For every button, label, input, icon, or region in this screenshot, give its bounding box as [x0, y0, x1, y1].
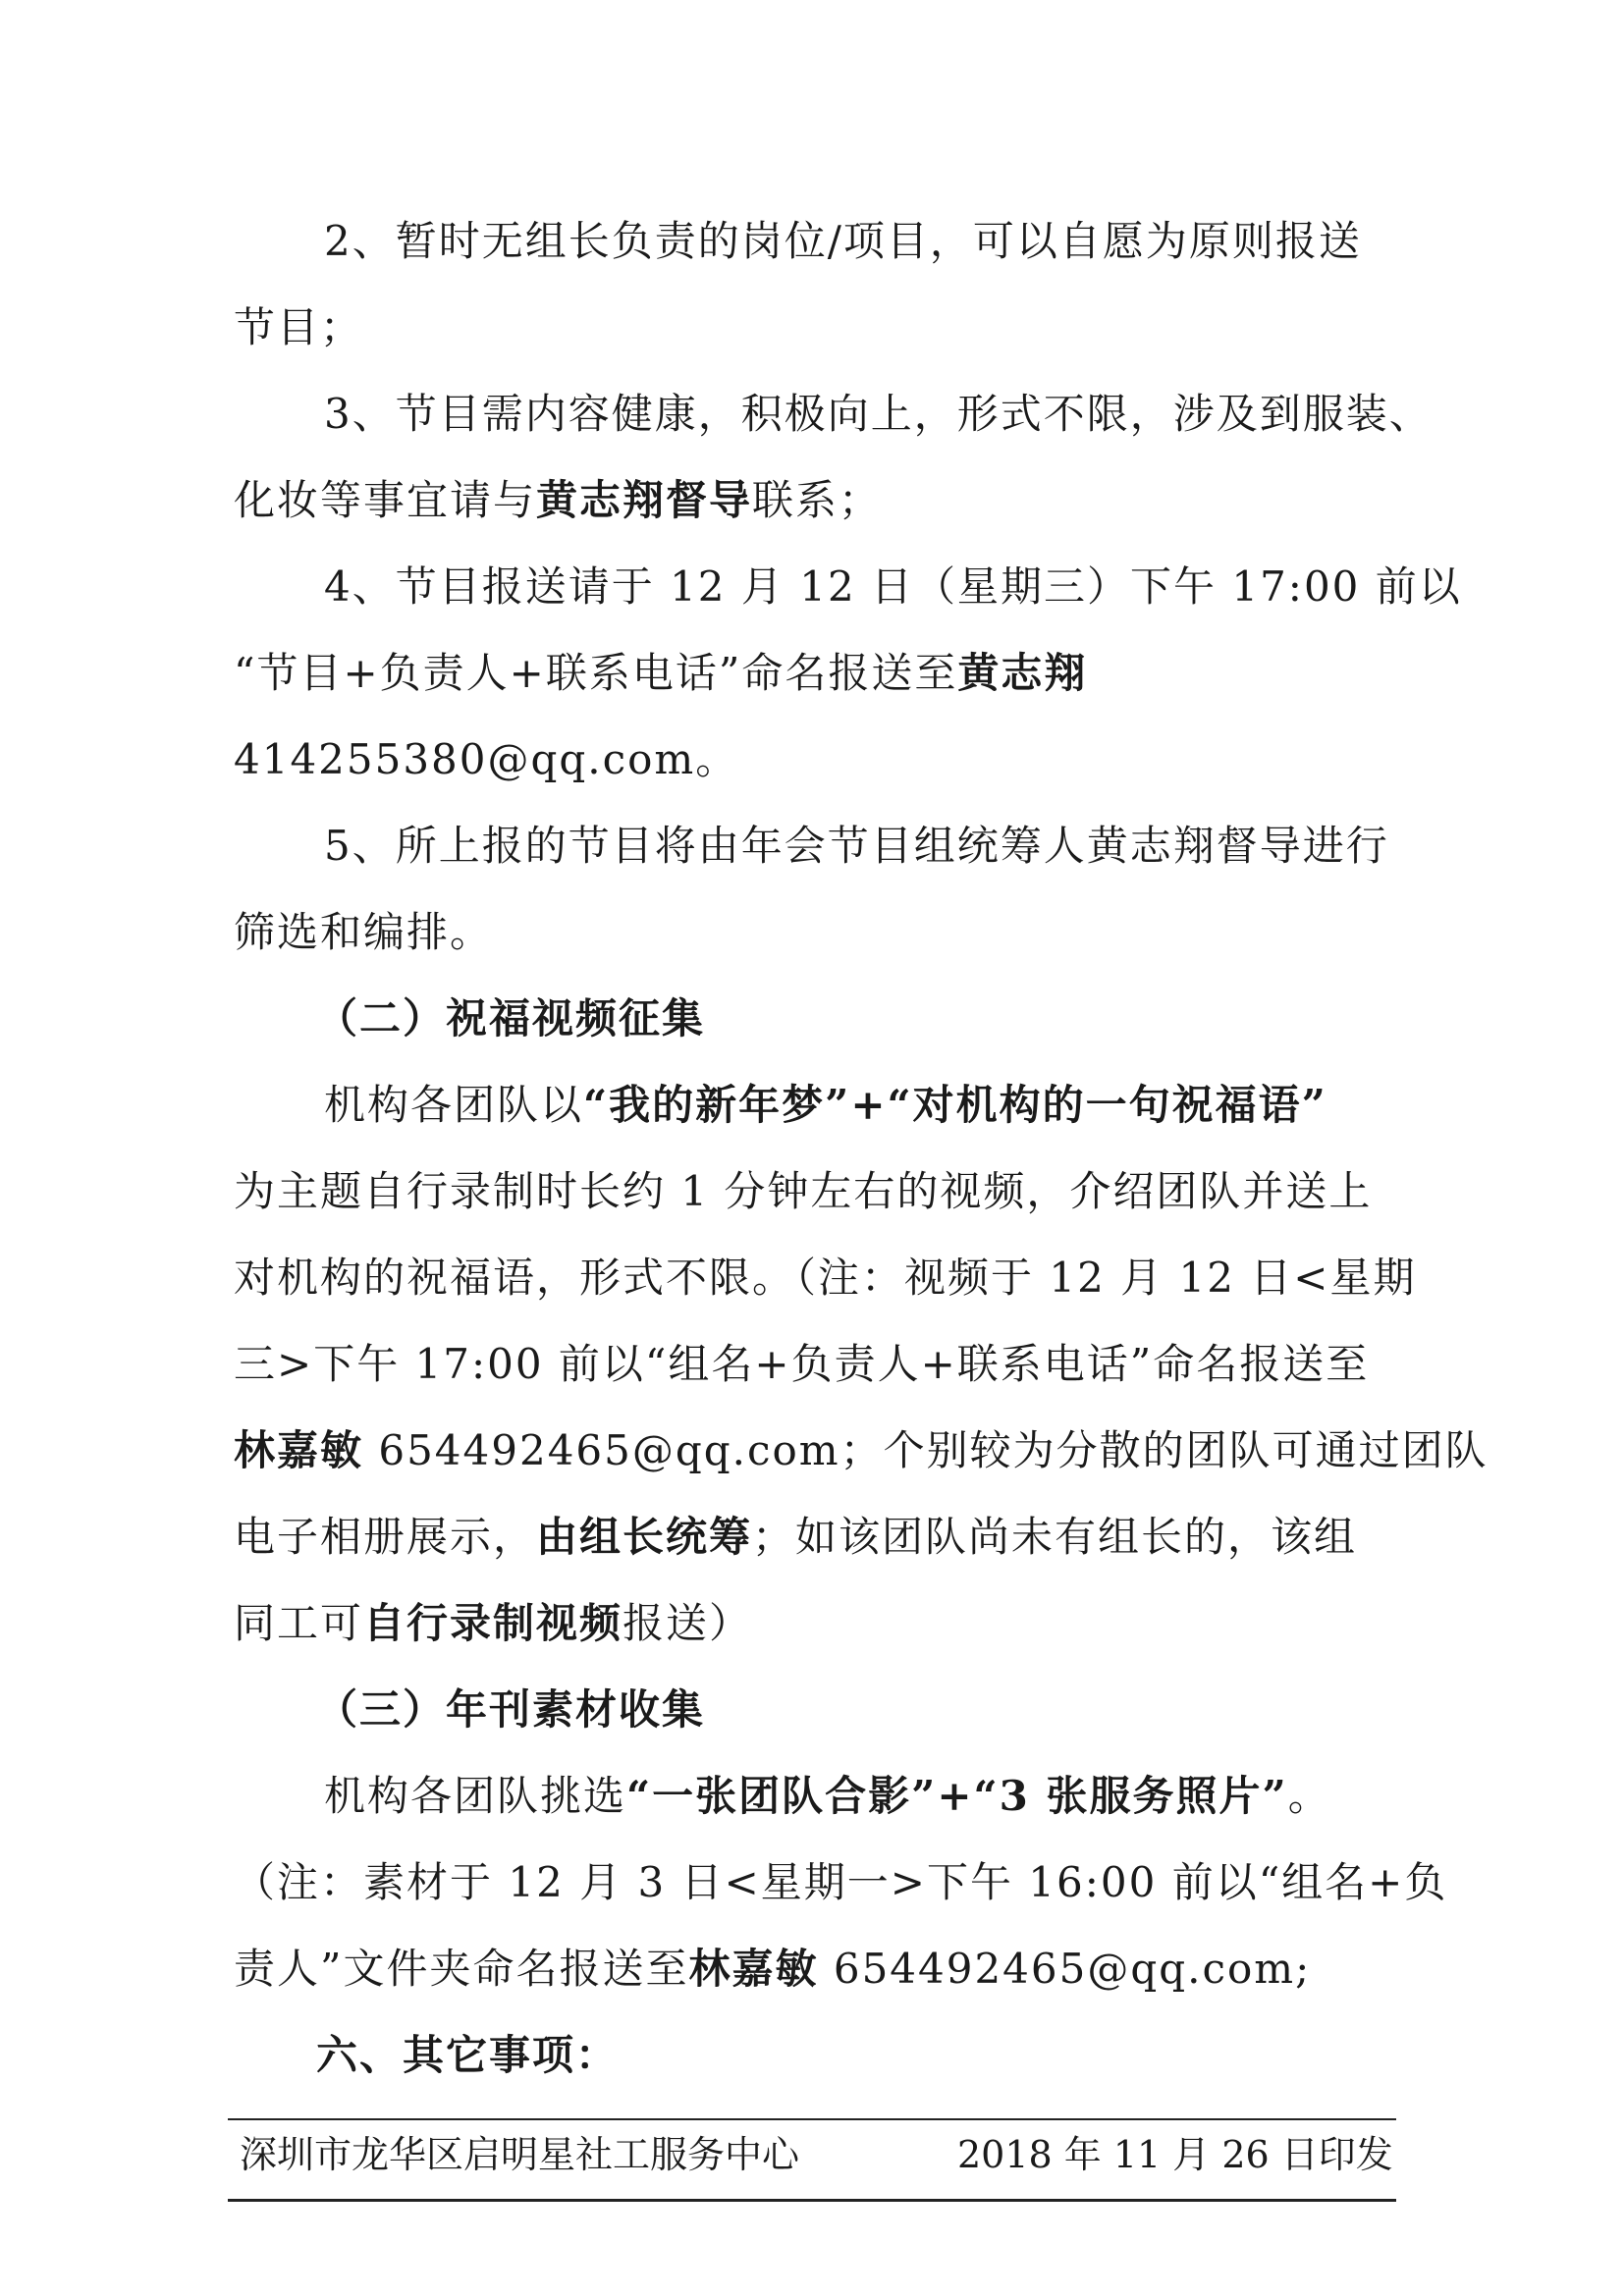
section-heading — [316, 1682, 705, 1737]
paragraph-line — [324, 214, 1362, 269]
paragraph-line — [234, 1942, 1311, 1997]
bold-text-run: 林嘉敏 — [688, 1945, 819, 1993]
paragraph-line — [234, 300, 363, 355]
paragraph-line — [324, 819, 1389, 874]
paragraph-line — [234, 1596, 752, 1651]
text-run: （注：素材于 12 月 3 日<星期一>下午 16:00 前以“组名+负 — [234, 1858, 1448, 1906]
paragraph-line — [234, 646, 1087, 701]
bold-text-run: 六、其它事项： — [316, 2031, 620, 2079]
bold-text-run: “我的新年梦”+“对机构的一句祝福语” — [583, 1081, 1327, 1129]
paragraph-line — [234, 1251, 1416, 1306]
paragraph-line — [324, 1769, 1331, 1824]
text-run: 责人”文件夹命名报送至 — [234, 1945, 689, 1993]
paragraph-line — [234, 473, 882, 528]
footer-top-rule — [228, 2118, 1396, 2120]
paragraph-line — [234, 732, 738, 787]
text-run: ；如该团队尚未有组长的，该组 — [752, 1513, 1358, 1561]
text-run: 节目； — [234, 303, 364, 351]
footer-issue-date: 2018 年 11 月 26 日印发 — [957, 2133, 1393, 2176]
bold-text-run: 自行录制视频 — [363, 1599, 623, 1647]
text-run: 联系； — [752, 476, 883, 524]
text-run: 电子相册展示， — [234, 1513, 537, 1561]
paragraph-line — [234, 905, 493, 960]
paragraph-line — [324, 560, 1462, 614]
text-run: 机构各团队挑选 — [324, 1772, 627, 1820]
paragraph-line — [324, 387, 1433, 442]
text-run: 5、所上报的节目将由年会节目组统筹人黄志翔督导进行 — [324, 822, 1389, 870]
text-run: 。 — [1287, 1772, 1331, 1820]
bold-text-run: （二）祝福视频征集 — [316, 994, 706, 1042]
text-run: 三>下午 17:00 前以“组名+负责人+联系电话”命名报送至 — [234, 1340, 1370, 1388]
text-run: 3、节目需内容健康，积极向上，形式不限，涉及到服装、 — [324, 390, 1433, 438]
text-run: 化妆等事宜请与 — [234, 476, 537, 524]
text-run: 654492465@qq.com; — [818, 1945, 1312, 1993]
section-heading — [316, 991, 705, 1046]
text-run: 机构各团队以 — [324, 1081, 584, 1129]
paragraph-line — [234, 1164, 1372, 1219]
text-run: 2、暂时无组长负责的岗位/项目，可以自愿为原则报送 — [324, 217, 1362, 265]
paragraph-line — [324, 1078, 1327, 1133]
text-run: 对机构的祝福语，形式不限。（注：视频于 12 月 12 日<星期 — [234, 1254, 1417, 1302]
paragraph-line — [234, 1855, 1447, 1910]
text-run: 654492465@qq.com；个别较为分散的团队可通过团队 — [363, 1426, 1489, 1474]
bold-text-run: 黄志翔督导 — [536, 476, 753, 524]
bold-text-run: 黄志翔 — [957, 649, 1088, 697]
paragraph-line — [234, 1337, 1369, 1392]
bold-text-run: “一张团队合影”+“3 张服务照片” — [626, 1772, 1288, 1820]
section-heading — [316, 2028, 619, 2083]
text-run: “节目+负责人+联系电话”命名报送至 — [234, 649, 958, 697]
paragraph-line — [234, 1423, 1489, 1478]
bold-text-run: （三）年刊素材收集 — [316, 1685, 706, 1734]
text-run: 同工可 — [234, 1599, 364, 1647]
footer-bottom-rule — [228, 2199, 1396, 2202]
footer-organization: 深圳市龙华区启明星社工服务中心 — [240, 2133, 800, 2176]
text-run: 414255380@qq.com。 — [234, 735, 739, 783]
text-run: 4、节目报送请于 12 月 12 日（星期三）下午 17:00 前以 — [324, 562, 1462, 611]
bold-text-run: 由组长统筹 — [536, 1513, 753, 1561]
text-run: 为主题自行录制时长约 1 分钟左右的视频，介绍团队并送上 — [234, 1167, 1373, 1215]
text-run: 筛选和编排。 — [234, 908, 494, 956]
bold-text-run: 林嘉敏 — [234, 1426, 364, 1474]
paragraph-line — [234, 1510, 1357, 1565]
text-run: 报送） — [623, 1599, 753, 1647]
